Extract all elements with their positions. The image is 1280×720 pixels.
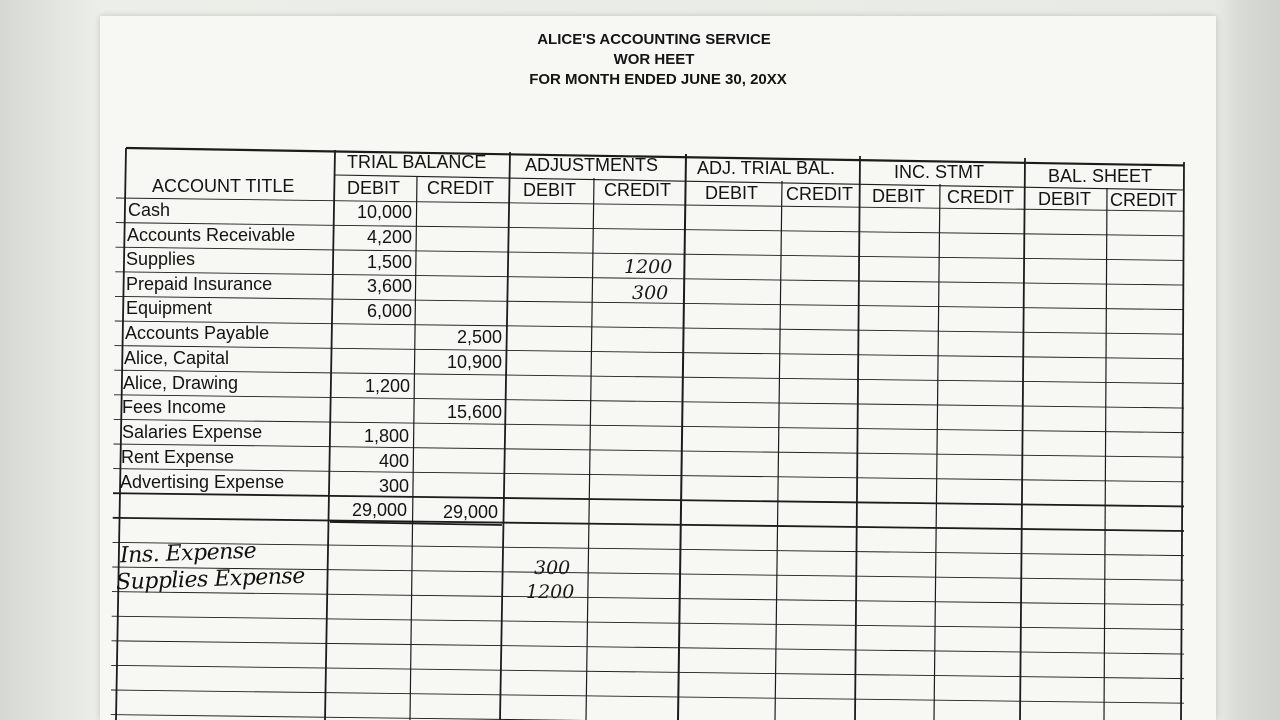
tb-debit-cash: 10,000 [356, 202, 412, 222]
account-alice-drawing: Alice, Drawing [123, 373, 239, 393]
account-supplies: Supplies [126, 249, 196, 269]
group-header-adjustments: ADJUSTMENTS [525, 155, 659, 175]
company-name: ALICE'S ACCOUNTING SERVICE [537, 31, 771, 48]
account-fees-income: Fees Income [122, 397, 227, 417]
tb-debit-rent-expense: 400 [378, 451, 409, 471]
atb-credit-header: CREDIT [786, 184, 853, 204]
group-header-adj-trial-bal: ADJ. TRIAL BAL. [697, 158, 836, 178]
tb-credit-fees-income: 15,600 [446, 402, 502, 422]
tb-debit-salaries-expense: 1,800 [363, 426, 409, 446]
tb-credit-alice-capital: 10,900 [446, 352, 502, 372]
group-header-inc-stmt: INC. STMT [894, 162, 984, 182]
account-rent-expense: Rent Expense [121, 447, 235, 467]
tb-credit-accounts-payable: 2,500 [456, 327, 502, 347]
tb-debit-prepaid-insurance: 3,600 [366, 276, 412, 296]
account-prepaid-insurance: Prepaid Insurance [126, 274, 273, 294]
account-accounts-receivable: Accounts Receivable [127, 225, 296, 245]
worksheet-period: FOR MONTH ENDED JUNE 30, 20XX [529, 71, 787, 88]
tb-debit-accounts-receivable: 4,200 [366, 227, 412, 247]
adj-credit-supplies: 1200 [624, 256, 673, 278]
tb-credit-header: CREDIT [427, 178, 494, 198]
tb-debit-total: 29,000 [351, 500, 407, 520]
adj-debit-header: DEBIT [523, 180, 577, 200]
account-alice-capital: Alice, Capital [124, 348, 230, 368]
worksheet-title: WOR HEET [613, 51, 695, 68]
handwritten-ins-expense: Ins. Expense [119, 538, 257, 569]
tb-debit-supplies: 1,500 [366, 252, 412, 272]
tb-debit-header: DEBIT [347, 178, 401, 198]
tb-debit-alice-drawing: 1,200 [364, 376, 410, 396]
bs-credit-header: CREDIT [1110, 190, 1177, 210]
account-title-header: ACCOUNT TITLE [152, 176, 295, 196]
group-header-bal-sheet: BAL. SHEET [1048, 166, 1153, 186]
adj-debit-ins-expense: 300 [534, 557, 571, 579]
adj-debit-supplies-expense: 1200 [526, 581, 575, 603]
account-advertising-expense: Advertising Expense [120, 472, 285, 492]
adj-credit-prepaid-insurance: 300 [632, 282, 669, 304]
is-credit-header: CREDIT [947, 187, 1014, 207]
adj-credit-header: CREDIT [604, 180, 671, 200]
group-header-trial-balance: TRIAL BALANCE [347, 152, 487, 172]
account-cash: Cash [128, 200, 171, 220]
handwritten-supplies-expense: Supplies Expense [115, 563, 306, 596]
atb-debit-header: DEBIT [705, 183, 759, 203]
tb-credit-total: 29,000 [442, 502, 498, 522]
account-salaries-expense: Salaries Expense [122, 422, 263, 442]
tb-debit-advertising-expense: 300 [378, 476, 409, 496]
account-accounts-payable: Accounts Payable [125, 323, 270, 343]
is-debit-header: DEBIT [872, 186, 926, 206]
account-equipment: Equipment [126, 298, 213, 318]
bs-debit-header: DEBIT [1038, 189, 1092, 209]
tb-debit-equipment: 6,000 [366, 301, 412, 321]
